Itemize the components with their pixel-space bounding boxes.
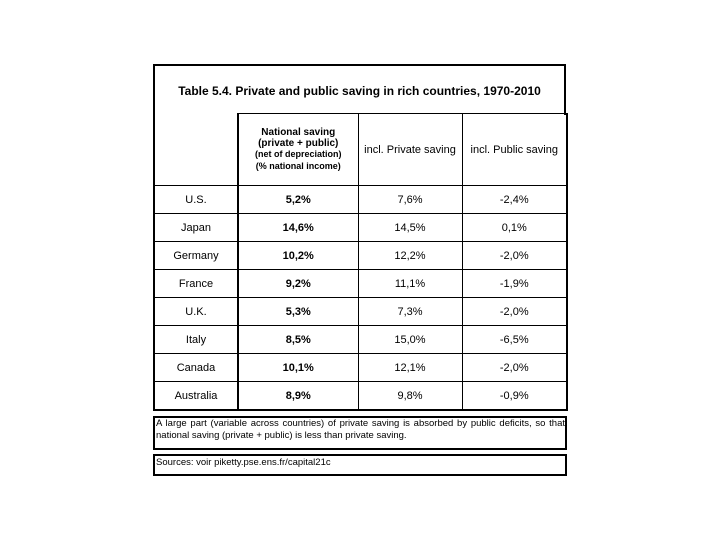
header-national-line1: National saving [261,127,336,138]
table-row [154,214,567,242]
private-saving-cell: 9,8% [358,382,462,411]
table-row [154,326,567,354]
table-note: A large part (variable across countries) of private saving is absorbed by public deficits, so that national saving (private + public) is less than private saving. [153,416,567,450]
private-saving-cell: 11,1% [358,270,462,298]
public-saving-cell: -2,0% [462,298,567,326]
public-saving-cell: -2,4% [462,186,567,214]
public-saving-cell: 0,1% [462,214,567,242]
country-cell: Japan [154,214,238,242]
private-saving-cell: 7,3% [358,298,462,326]
country-cell: Australia [154,382,238,411]
table-row [154,242,567,270]
header-private-saving: incl. Private saving [358,114,462,186]
header-national-saving [238,114,358,186]
country-cell: Italy [154,326,238,354]
private-saving-cell: 12,2% [358,242,462,270]
public-saving-cell: -2,0% [462,242,567,270]
country-cell: Canada [154,354,238,382]
header-blank-cell [154,114,238,186]
country-cell: U.K. [154,298,238,326]
private-saving-cell: 7,6% [358,186,462,214]
table-header-row [154,114,567,186]
header-national-line2: (private + public) [258,138,339,149]
header-public-saving: incl. Public saving [462,114,567,186]
national-saving-cell: 8,9% [238,382,358,411]
country-cell: Germany [154,242,238,270]
table-title: Table 5.4. Private and public saving in rich countries, 1970-2010 [153,64,566,115]
national-saving-cell: 8,5% [238,326,358,354]
national-saving-cell: 9,2% [238,270,358,298]
table-row [154,298,567,326]
national-saving-cell: 5,3% [238,298,358,326]
country-cell: France [154,270,238,298]
national-saving-cell: 10,2% [238,242,358,270]
public-saving-cell: -6,5% [462,326,567,354]
private-saving-cell: 15,0% [358,326,462,354]
country-cell: U.S. [154,186,238,214]
saving-table [153,113,568,411]
private-saving-cell: 14,5% [358,214,462,242]
public-saving-cell: -2,0% [462,354,567,382]
header-national-line3: (net of depreciation) [254,149,342,159]
header-national-line4: (% national income) [255,161,341,171]
national-saving-cell: 14,6% [238,214,358,242]
public-saving-cell: -0,9% [462,382,567,411]
table-source: Sources: voir piketty.pse.ens.fr/capital21c [153,454,567,476]
table-row [154,354,567,382]
public-saving-cell: -1,9% [462,270,567,298]
saving-table-figure [153,64,566,477]
table-row [154,186,567,214]
private-saving-cell: 12,1% [358,354,462,382]
table-row [154,382,567,411]
national-saving-cell: 5,2% [238,186,358,214]
table-row [154,270,567,298]
national-saving-cell: 10,1% [238,354,358,382]
